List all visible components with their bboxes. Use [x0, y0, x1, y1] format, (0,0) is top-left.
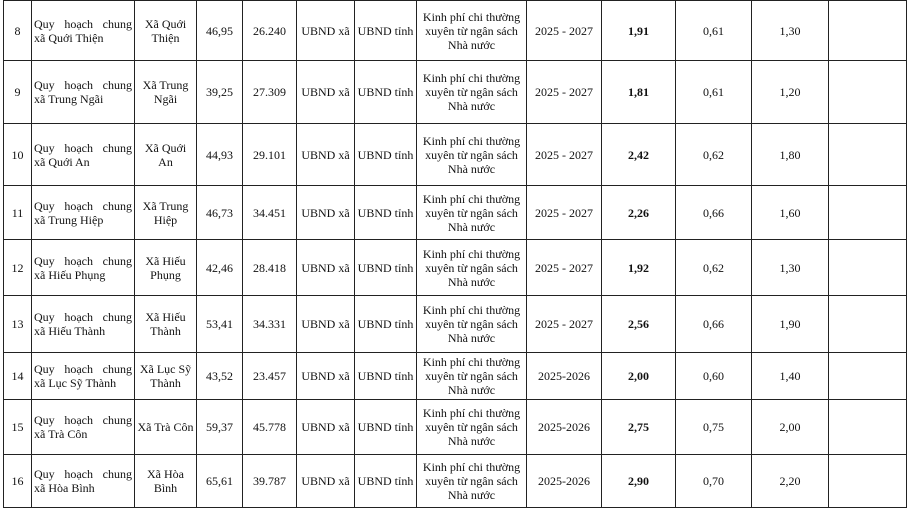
plan-name-cell: [32, 1, 135, 61]
row-number: 15: [4, 400, 32, 455]
area-cell: 43,52: [197, 353, 243, 400]
approving-agency-cell: UBND tỉnh: [355, 61, 417, 124]
population-cell: 27.309: [243, 61, 297, 124]
commune-line1: Xã Hiếu: [145, 253, 186, 268]
period-cell: 2025 - 2027: [527, 186, 602, 240]
period-cell: 2025-2026: [527, 455, 602, 508]
commune-cell: [135, 353, 197, 400]
row-number: 11: [4, 186, 32, 240]
plan-name-cell: [32, 186, 135, 240]
plan-name-line1: Quy hoạch chung: [34, 140, 132, 155]
funding-source-cell: [417, 61, 527, 124]
preparing-agency-cell: UBND xã: [297, 186, 355, 240]
funding-source-cell: [417, 240, 527, 296]
plan-name-line1: Quy hoạch chung: [34, 467, 132, 481]
empty-cell: [829, 353, 907, 400]
table-row: [4, 240, 907, 296]
area-cell: 59,37: [197, 400, 243, 455]
funding-source-cell: [417, 1, 527, 61]
row-number: 10: [4, 124, 32, 186]
row-number: 8: [4, 1, 32, 61]
total-cost-cell: 2,00: [602, 353, 676, 400]
commune-line1: Xã Hiếu: [145, 310, 186, 324]
cost-part1-cell: 0,61: [676, 61, 752, 124]
cost-part1-cell: 0,66: [676, 296, 752, 353]
total-cost-cell: 2,90: [602, 455, 676, 508]
preparing-agency-cell: UBND xã: [297, 240, 355, 296]
planning-table: [3, 0, 907, 508]
plan-name-line1: Quy hoạch chung: [34, 198, 132, 213]
row-number: 13: [4, 296, 32, 353]
preparing-agency-cell: UBND xã: [297, 1, 355, 61]
funding-line1: Kinh phí chi thường: [422, 133, 521, 148]
period-cell: 2025 - 2027: [527, 61, 602, 124]
plan-name-line2: xã Hiếu Thành: [34, 324, 106, 338]
preparing-agency-cell: UBND xã: [297, 455, 355, 508]
commune-line2: Thiện: [151, 30, 180, 45]
plan-name-cell: [32, 296, 135, 353]
area-cell: 46,73: [197, 186, 243, 240]
commune-cell: [135, 1, 197, 61]
plan-name-cell: [32, 455, 135, 508]
cost-part1-cell: 0,75: [676, 400, 752, 455]
approving-agency-cell: UBND tỉnh: [355, 353, 417, 400]
approving-agency-cell: UBND tỉnh: [355, 124, 417, 186]
funding-line1: Kinh phí chi thường: [422, 355, 521, 369]
cost-part2-cell: 1,90: [752, 296, 829, 353]
empty-cell: [829, 186, 907, 240]
preparing-agency-cell: UBND xã: [297, 353, 355, 400]
area-cell: 65,61: [197, 455, 243, 508]
funding-line1: Kinh phí chi thường: [422, 191, 521, 206]
funding-line2: xuyên từ ngân sách: [425, 474, 518, 488]
plan-name-line2: xã Trà Côn: [34, 427, 88, 441]
total-cost-cell: 1,81: [602, 61, 676, 124]
plan-name-line1: Quy hoạch chung: [34, 413, 132, 427]
table-row: [4, 400, 907, 455]
cost-part2-cell: 2,00: [752, 400, 829, 455]
population-cell: 34.451: [243, 186, 297, 240]
commune-line1: Xã Hòa: [147, 467, 184, 481]
funding-line3: Nhà nước: [447, 331, 496, 345]
empty-cell: [829, 455, 907, 508]
preparing-agency-cell: UBND xã: [297, 400, 355, 455]
population-cell: 45.778: [243, 400, 297, 455]
plan-name-cell: [32, 61, 135, 124]
total-cost-cell: 2,42: [602, 124, 676, 186]
commune-line1: Xã Quới An: [144, 140, 187, 169]
cost-part1-cell: 0,62: [676, 124, 752, 186]
funding-source-cell: [417, 400, 527, 455]
cost-part2-cell: 1,20: [752, 61, 829, 124]
cost-part1-cell: 0,61: [676, 1, 752, 61]
period-cell: 2025 - 2027: [527, 240, 602, 296]
cost-part2-cell: 2,20: [752, 455, 829, 508]
empty-cell: [829, 124, 907, 186]
population-cell: 28.418: [243, 240, 297, 296]
plan-name-cell: [32, 240, 135, 296]
table-row: [4, 61, 907, 124]
total-cost-cell: 2,26: [602, 186, 676, 240]
funding-source-cell: [417, 124, 527, 186]
plan-name-cell: [32, 124, 135, 186]
cost-part1-cell: 0,62: [676, 240, 752, 296]
cost-part1-cell: 0,66: [676, 186, 752, 240]
funding-line2: xuyên từ ngân sách: [425, 369, 518, 383]
approving-agency-cell: UBND tỉnh: [355, 296, 417, 353]
population-cell: 26.240: [243, 1, 297, 61]
commune-line2: Bình: [153, 481, 178, 495]
preparing-agency-cell: UBND xã: [297, 296, 355, 353]
cost-part2-cell: 1,80: [752, 124, 829, 186]
commune-cell: [135, 296, 197, 353]
row-number: 16: [4, 455, 32, 508]
funding-line1: Kinh phí chi thường: [422, 303, 521, 317]
funding-line2: xuyên từ ngân sách: [425, 205, 518, 220]
row-number: 14: [4, 353, 32, 400]
plan-name-line1: Quy hoạch chung: [34, 310, 132, 324]
empty-cell: [829, 400, 907, 455]
commune-cell: [135, 61, 197, 124]
funding-source-cell: [417, 296, 527, 353]
commune-cell: [135, 455, 197, 508]
approving-agency-cell: UBND tỉnh: [355, 1, 417, 61]
table-body: [4, 1, 907, 508]
row-number: 12: [4, 240, 32, 296]
commune-line2: Ngãi: [153, 92, 178, 106]
funding-line3: Nhà nước: [447, 488, 496, 502]
empty-cell: [829, 1, 907, 61]
commune-cell: [135, 124, 197, 186]
funding-source-cell: [417, 186, 527, 240]
funding-line3: Nhà nước: [447, 219, 496, 234]
table-row: [4, 124, 907, 186]
approving-agency-cell: UBND tỉnh: [355, 186, 417, 240]
funding-source-cell: [417, 353, 527, 400]
table-row: [4, 296, 907, 353]
funding-line2: xuyên từ ngân sách: [425, 147, 518, 162]
commune-line1: Xã Quới: [144, 16, 187, 31]
commune-line1: Xã Lục Sỹ: [139, 362, 192, 376]
cost-part2-cell: 1,30: [752, 1, 829, 61]
population-cell: 29.101: [243, 124, 297, 186]
plan-name-line2: xã Trung Ngãi: [34, 92, 104, 106]
table-row: [4, 455, 907, 508]
total-cost-cell: 1,92: [602, 240, 676, 296]
funding-line2: xuyên từ ngân sách: [425, 23, 518, 38]
commune-line2: Thành: [150, 376, 181, 390]
funding-line3: Nhà nước: [447, 274, 496, 289]
funding-line3: Nhà nước: [447, 161, 496, 176]
period-cell: 2025 - 2027: [527, 296, 602, 353]
funding-line3: Nhà nước: [447, 99, 496, 113]
table-row: [4, 353, 907, 400]
funding-line2: xuyên từ ngân sách: [425, 317, 518, 331]
area-cell: 46,95: [197, 1, 243, 61]
population-cell: 34.331: [243, 296, 297, 353]
plan-name-line1: Quy hoạch chung: [34, 78, 132, 92]
empty-cell: [829, 240, 907, 296]
population-cell: 23.457: [243, 353, 297, 400]
row-number: 9: [4, 61, 32, 124]
preparing-agency-cell: UBND xã: [297, 61, 355, 124]
plan-name-line2: xã Trung Hiệp: [34, 212, 104, 227]
plan-name-line1: Quy hoạch chung: [34, 362, 132, 376]
plan-name-line2: xã Hòa Bình: [34, 481, 95, 495]
funding-source-cell: [417, 455, 527, 508]
area-cell: 42,46: [197, 240, 243, 296]
funding-line1: Kinh phí chi thường: [422, 406, 521, 420]
commune-cell: [135, 186, 197, 240]
empty-cell: [829, 61, 907, 124]
cost-part2-cell: 1,60: [752, 186, 829, 240]
plan-name-line2: xã Hiếu Phụng: [34, 267, 106, 282]
cost-part1-cell: 0,70: [676, 455, 752, 508]
plan-name-line1: Quy hoạch chung: [34, 253, 132, 268]
total-cost-cell: 1,91: [602, 1, 676, 61]
funding-line1: Kinh phí chi thường: [422, 246, 521, 261]
preparing-agency-cell: UBND xã: [297, 124, 355, 186]
commune-line1: Xã Trà Côn: [137, 420, 194, 434]
empty-cell: [829, 296, 907, 353]
period-cell: 2025 - 2027: [527, 1, 602, 61]
funding-line3: Nhà nước: [447, 383, 496, 397]
plan-name-line2: xã Quới An: [34, 154, 90, 169]
funding-line3: Nhà nước: [447, 37, 496, 52]
funding-line1: Kinh phí chi thường: [422, 9, 521, 24]
total-cost-cell: 2,56: [602, 296, 676, 353]
period-cell: 2025 - 2027: [527, 124, 602, 186]
plan-name-cell: [32, 353, 135, 400]
commune-line2: Thành: [150, 324, 181, 338]
plan-name-line2: xã Lục Sỹ Thành: [34, 376, 117, 390]
commune-cell: [135, 240, 197, 296]
commune-line2: Hiệp: [153, 212, 178, 227]
planning-table-container: [3, 0, 907, 508]
funding-line3: Nhà nước: [447, 434, 496, 448]
population-cell: 39.787: [243, 455, 297, 508]
plan-name-cell: [32, 400, 135, 455]
cost-part2-cell: 1,40: [752, 353, 829, 400]
commune-line1: Xã Trung: [142, 198, 189, 213]
period-cell: 2025-2026: [527, 400, 602, 455]
area-cell: 39,25: [197, 61, 243, 124]
period-cell: 2025-2026: [527, 353, 602, 400]
area-cell: 44,93: [197, 124, 243, 186]
approving-agency-cell: UBND tỉnh: [355, 240, 417, 296]
plan-name-line1: Quy hoạch chung: [34, 16, 132, 31]
total-cost-cell: 2,75: [602, 400, 676, 455]
funding-line2: xuyên từ ngân sách: [425, 260, 518, 275]
approving-agency-cell: UBND tỉnh: [355, 400, 417, 455]
approving-agency-cell: UBND tỉnh: [355, 455, 417, 508]
commune-line1: Xã Trung: [142, 78, 189, 92]
cost-part1-cell: 0,60: [676, 353, 752, 400]
area-cell: 53,41: [197, 296, 243, 353]
funding-line2: xuyên từ ngân sách: [425, 85, 518, 99]
funding-line2: xuyên từ ngân sách: [425, 420, 518, 434]
table-row: [4, 186, 907, 240]
commune-cell: [135, 400, 197, 455]
commune-line2: Phụng: [150, 267, 181, 282]
funding-line1: Kinh phí chi thường: [422, 460, 521, 474]
plan-name-line2: xã Quới Thiện: [34, 30, 104, 45]
table-row: [4, 1, 907, 61]
funding-line1: Kinh phí chi thường: [422, 71, 521, 85]
cost-part2-cell: 1,30: [752, 240, 829, 296]
